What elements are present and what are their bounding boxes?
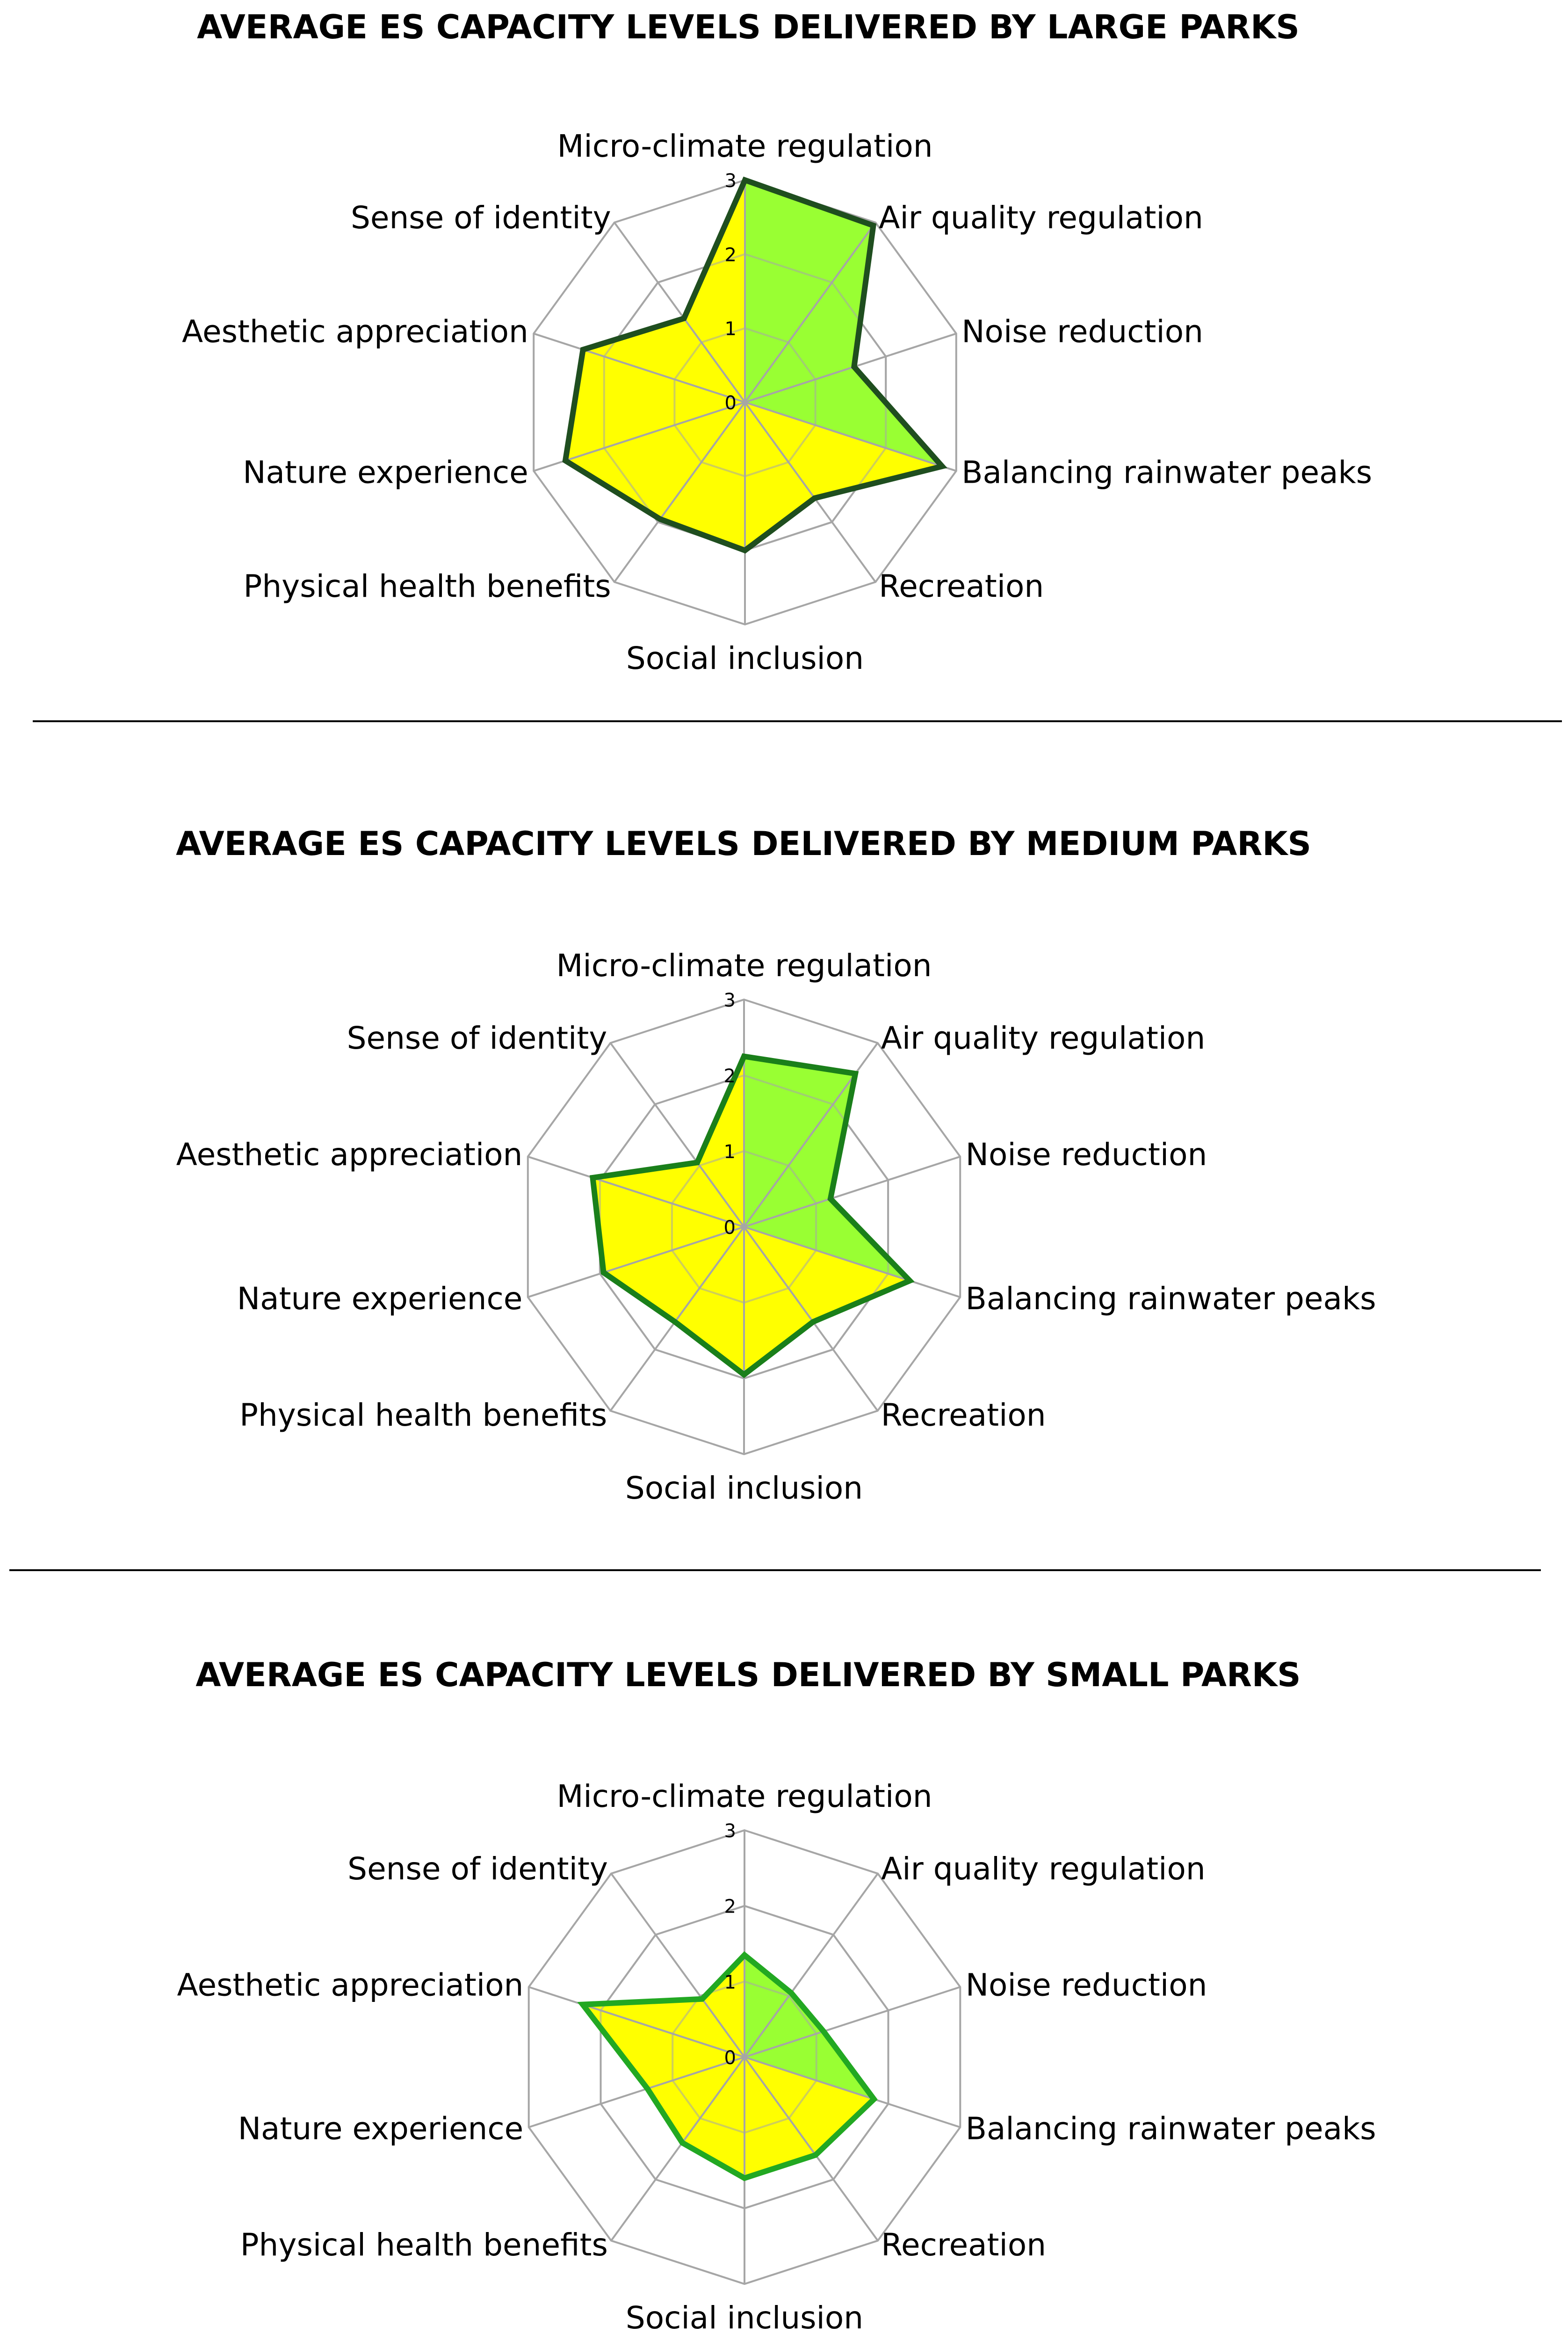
category-label-air-quality-regulation: Air quality regulation: [881, 1020, 1206, 1057]
category-label-nature-experience: Nature experience: [237, 1280, 523, 1317]
category-label-noise-reduction: Noise reduction: [961, 313, 1203, 350]
category-label-balancing-rainwater-peaks: Balancing rainwater peaks: [961, 454, 1373, 491]
category-label-micro-climate-regulation: Micro-climate regulation: [557, 128, 933, 164]
category-label-social-inclusion: Social inclusion: [626, 640, 864, 676]
category-label-physical-health-benefits: Physical health benefits: [239, 1397, 607, 1433]
radial-tick-label: 0: [724, 392, 737, 414]
category-label-recreation: Recreation: [881, 1397, 1046, 1433]
category-label-aesthetic-appreciation: Aesthetic appreciation: [182, 313, 528, 350]
category-label-physical-health-benefits: Physical health benefits: [243, 568, 611, 604]
medium-parks-panel: [176, 825, 1376, 1506]
category-label-balancing-rainwater-peaks: Balancing rainwater peaks: [965, 2110, 1376, 2147]
category-label-nature-experience: Nature experience: [238, 2110, 524, 2147]
category-label-aesthetic-appreciation: Aesthetic appreciation: [176, 1137, 523, 1173]
radial-tick-label: 0: [723, 1217, 736, 1239]
large-parks-panel: [182, 8, 1372, 676]
radial-tick-label: 3: [724, 1820, 736, 1842]
small-parks-panel: [177, 1656, 1376, 2334]
category-label-aesthetic-appreciation: Aesthetic appreciation: [177, 1967, 524, 2003]
category-label-social-inclusion: Social inclusion: [625, 2300, 864, 2334]
category-label-air-quality-regulation: Air quality regulation: [879, 200, 1203, 236]
category-label-air-quality-regulation: Air quality regulation: [881, 1850, 1206, 1887]
category-label-physical-health-benefits: Physical health benefits: [240, 2227, 608, 2263]
radial-tick-label: 1: [724, 318, 737, 340]
radial-tick-label: 3: [723, 990, 736, 1011]
radial-tick-label: 0: [724, 2047, 736, 2069]
category-label-noise-reduction: Noise reduction: [965, 1137, 1207, 1173]
radial-tick-label: 2: [723, 1066, 736, 1087]
category-label-noise-reduction: Noise reduction: [965, 1967, 1207, 2003]
radial-tick-label: 2: [724, 244, 737, 266]
category-label-sense-of-identity: Sense of identity: [350, 200, 611, 236]
small-parks-title: AVERAGE ES CAPACITY LEVELS DELIVERED BY SMALL PARKS: [195, 1656, 1301, 1694]
category-label-sense-of-identity: Sense of identity: [347, 1020, 607, 1057]
category-label-micro-climate-regulation: Micro-climate regulation: [556, 1778, 932, 1814]
radial-tick-label: 1: [723, 1141, 736, 1163]
radial-tick-label: 3: [724, 170, 737, 192]
category-label-nature-experience: Nature experience: [243, 454, 528, 491]
radial-tick-label: 2: [724, 1896, 736, 1918]
category-label-recreation: Recreation: [879, 568, 1044, 604]
radial-tick-label: 1: [724, 1972, 736, 1993]
category-label-sense-of-identity: Sense of identity: [347, 1850, 608, 1887]
category-label-balancing-rainwater-peaks: Balancing rainwater peaks: [965, 1280, 1376, 1317]
large-parks-title: AVERAGE ES CAPACITY LEVELS DELIVERED BY LARGE PARKS: [197, 8, 1300, 46]
category-label-micro-climate-regulation: Micro-climate regulation: [556, 948, 932, 984]
category-label-recreation: Recreation: [881, 2227, 1047, 2263]
medium-parks-title: AVERAGE ES CAPACITY LEVELS DELIVERED BY MEDIUM PARKS: [176, 825, 1311, 863]
category-label-social-inclusion: Social inclusion: [625, 1470, 863, 1506]
